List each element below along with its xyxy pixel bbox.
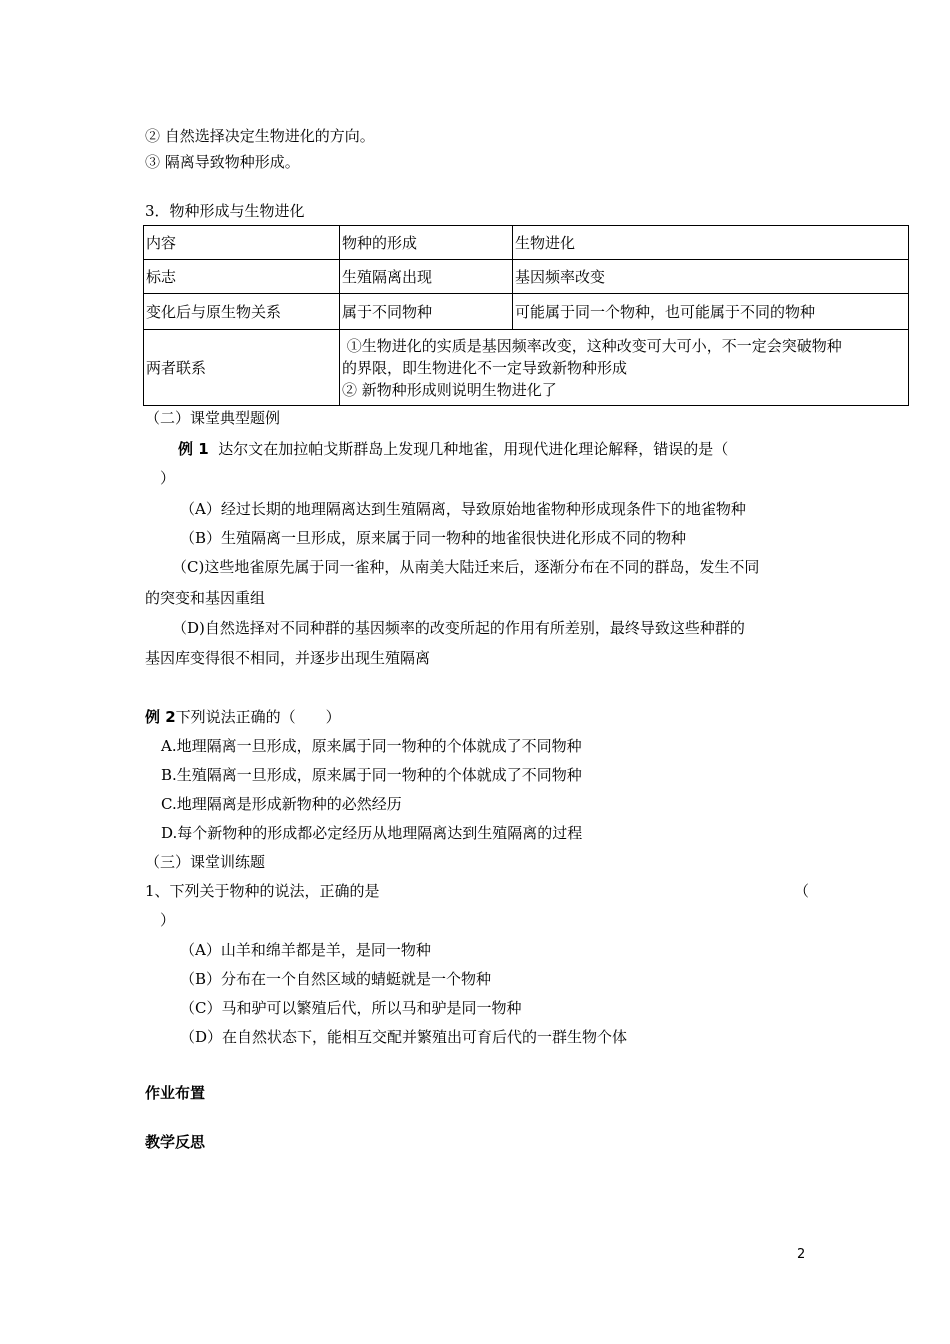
section-3-title: 3．物种形成与生物进化 bbox=[145, 202, 305, 220]
example-1-option-a: （A）经过长期的地理隔离达到生殖隔离，导致原始地雀物种形成现条件下的地雀物种 bbox=[180, 500, 746, 518]
comparison-table bbox=[143, 225, 909, 406]
question-1-option: （B）分布在一个自然区域的蜻蜓就是一个物种 bbox=[180, 970, 492, 988]
question-1-option: （D）在自然状态下，能相互交配并繁殖出可育后代的一群生物个体 bbox=[180, 1028, 628, 1046]
example-1-label: 例 1 bbox=[178, 440, 209, 458]
section-2-title: （二）课堂典型题例 bbox=[145, 409, 281, 427]
table-cell-link bbox=[340, 330, 909, 406]
example-2-option: A.地理隔离一旦形成，原来属于同一物种的个体就成了不同物种 bbox=[161, 737, 582, 755]
table-row bbox=[144, 226, 909, 260]
section-3b-title: （三）课堂训练题 bbox=[145, 853, 266, 871]
homework-heading: 作业布置 bbox=[145, 1084, 206, 1102]
question-1-stem: 1、下列关于物种的说法，正确的是 bbox=[145, 882, 380, 900]
table-cell: 标志 bbox=[144, 260, 340, 294]
reflection-heading: 教学反思 bbox=[145, 1133, 206, 1151]
example-1-option-d: （D)自然选择对不同种群的基因频率的改变所起的作用有所差别，最终导致这些种群的 bbox=[172, 619, 745, 637]
table-cell: 生殖隔离出现 bbox=[340, 260, 513, 294]
example-2-option: D.每个新物种的形成都必定经历从地理隔离达到生殖隔离的过程 bbox=[161, 824, 583, 842]
question-1-paren-close: ） bbox=[160, 911, 176, 929]
table-row bbox=[144, 294, 909, 330]
example-1-stem-end: ） bbox=[160, 469, 176, 487]
example-1-stem bbox=[178, 438, 728, 460]
question-1-paren-open: （ bbox=[794, 882, 810, 900]
page-number: 2 bbox=[797, 1247, 806, 1262]
example-2-stem bbox=[145, 706, 341, 728]
table-cell: 内容 bbox=[144, 226, 340, 260]
intro-line-2: ② 自然选择决定生物进化的方向。 bbox=[145, 127, 375, 145]
example-1-option-d-cont: 基因库变得很不相同，并逐步出现生殖隔离 bbox=[145, 649, 431, 667]
example-2-option: C.地理隔离是形成新物种的必然经历 bbox=[161, 795, 402, 813]
example-2-text: 下列说法正确的（ ） bbox=[175, 708, 341, 726]
table-cell: 可能属于同一个物种，也可能属于不同的物种 bbox=[513, 294, 909, 330]
example-1-text: 达尔文在加拉帕戈斯群岛上发现几种地雀，用现代进化理论解释，错误的是（ bbox=[208, 440, 729, 458]
table-row bbox=[144, 330, 909, 406]
example-2-label: 例 2 bbox=[145, 708, 176, 726]
table-row bbox=[144, 260, 909, 294]
table-cell: 物种的形成 bbox=[340, 226, 513, 260]
intro-line-3: ③ 隔离导致物种形成。 bbox=[145, 153, 300, 171]
link-line: ①生物进化的实质是基因频率改变，这种改变可大可小，不一定会突破物种 bbox=[342, 336, 842, 355]
question-1-option: （A）山羊和绵羊都是羊，是同一物种 bbox=[180, 941, 431, 959]
table-cell: 基因频率改变 bbox=[513, 260, 909, 294]
example-2-option: B.生殖隔离一旦形成，原来属于同一物种的个体就成了不同物种 bbox=[161, 766, 582, 784]
table-cell: 两者联系 bbox=[144, 330, 340, 406]
example-1-option-b: （B）生殖隔离一旦形成，原来属于同一物种的地雀很快进化形成不同的物种 bbox=[180, 529, 687, 547]
link-line: 的界限，即生物进化不一定导致新物种形成 bbox=[342, 358, 628, 377]
question-1-option: （C）马和驴可以繁殖后代，所以马和驴是同一物种 bbox=[180, 999, 522, 1017]
example-1-option-c: （C)这些地雀原先属于同一雀种，从南美大陆迁来后，逐渐分布在不同的群岛，发生不同 bbox=[172, 558, 760, 576]
example-1-option-c-cont: 的突变和基因重组 bbox=[145, 589, 266, 607]
table-cell: 属于不同物种 bbox=[340, 294, 513, 330]
table-cell: 变化后与原生物关系 bbox=[144, 294, 340, 330]
link-line: ② 新物种形成则说明生物进化了 bbox=[342, 380, 557, 399]
table-cell: 生物进化 bbox=[513, 226, 909, 260]
